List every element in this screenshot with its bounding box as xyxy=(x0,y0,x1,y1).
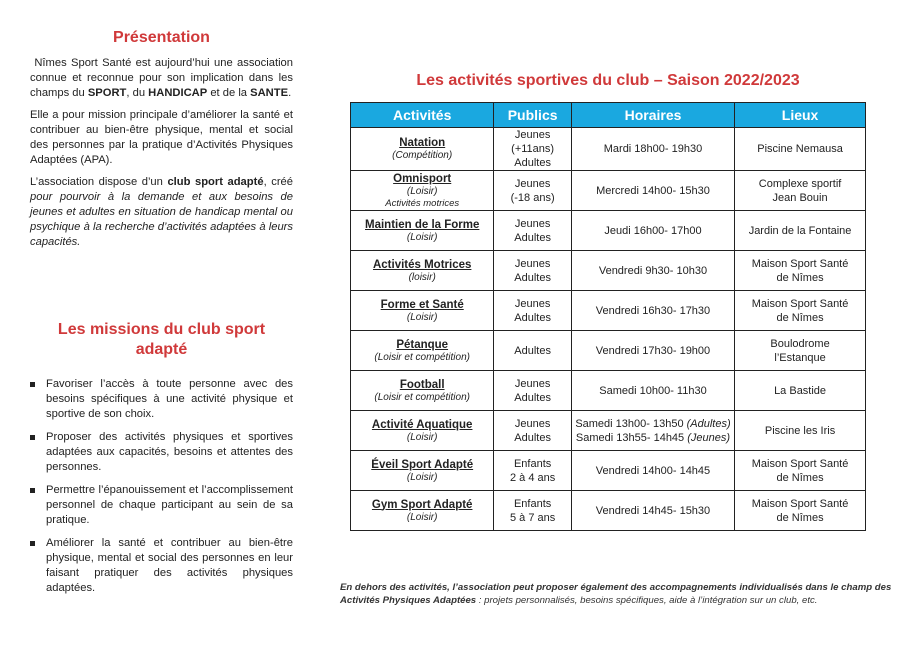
horaires-line: Vendredi 14h00- 14h45 xyxy=(595,464,711,477)
activity-name: Éveil Sport Adapté xyxy=(371,458,474,471)
activity-type: (Loisir et compétition) xyxy=(374,351,470,363)
presentation-paragraph-1: Nîmes Sport Santé est aujourd’hui une association connue et reconnue pour son implication dans les champs du SPORT, du HANDICAP et de la SANTE. xyxy=(30,57,293,99)
mission-text: Améliorer la santé et contribuer au bien-être physique, mental et social des personnes en leur faisant pratiquer des activités physiques adaptées. xyxy=(46,537,293,594)
public-line: Adultes xyxy=(514,391,551,404)
public-line: Jeunes xyxy=(514,257,551,270)
mission-item xyxy=(30,377,293,422)
activity-name: Football xyxy=(399,378,445,391)
activity-name: Omnisport xyxy=(393,173,452,185)
horaires-public-note: (Jeunes) xyxy=(687,431,731,444)
public-line: 5 à 7 ans xyxy=(509,511,556,524)
lieux-line: Maison Sport Santé xyxy=(751,297,849,310)
activity-cell xyxy=(351,411,494,451)
public-line: Adultes xyxy=(514,311,551,324)
table-row xyxy=(351,291,866,331)
activity-type: (Loisir) xyxy=(406,231,438,243)
horaires-cell xyxy=(571,251,734,291)
header-activites: Activités xyxy=(351,103,494,128)
bullet-icon xyxy=(30,488,35,493)
public-cell xyxy=(494,331,571,371)
table-row xyxy=(351,128,866,171)
horaires-public-note: (Adultes) xyxy=(686,417,731,430)
lieux-line: Piscine les Iris xyxy=(764,424,836,437)
lieux-line: l’Estanque xyxy=(774,351,826,364)
public-cell xyxy=(494,411,571,451)
activity-detail: Activités motrices xyxy=(385,198,460,209)
horaires-cell xyxy=(571,331,734,371)
lieux-cell xyxy=(735,171,866,211)
horaires-line: Mardi 18h00- 19h30 xyxy=(603,143,703,155)
activity-cell xyxy=(351,291,494,331)
bullet-icon xyxy=(30,382,35,387)
horaires-cell xyxy=(571,291,734,331)
table-row xyxy=(351,371,866,411)
bullet-icon xyxy=(30,435,35,440)
footer-note: En dehors des activités, l’association peut proposer également des accompagnements individualisés dans le champ des Activités Physiques Adaptées : projets personnalisés, besoins spécifiques, aide à l’intégration sur un club, etc. xyxy=(340,582,892,606)
lieux-cell xyxy=(735,411,866,451)
lieux-cell xyxy=(735,128,866,171)
lieux-cell xyxy=(735,491,866,531)
activity-name: Activités Motrices xyxy=(372,258,472,271)
mission-text: Favoriser l’accès à toute personne avec des besoins spécifiques à une activité physique et sportive de son choix. xyxy=(46,378,293,420)
public-line: Enfants xyxy=(513,497,552,510)
horaires-cell xyxy=(571,451,734,491)
activities-table-body xyxy=(351,128,866,531)
horaires-cell xyxy=(571,491,734,531)
public-line: Enfants xyxy=(513,457,552,470)
horaires-cell xyxy=(571,411,734,451)
presentation-paragraph-2: Elle a pour mission principale d’améliorer la santé et contribuer au bien-être physique, mental et social des personnes par la pratique d’Activités Physiques Adaptées (APA). xyxy=(30,109,293,166)
public-line: (-18 ans) xyxy=(510,191,555,204)
lieux-line: Maison Sport Santé xyxy=(751,257,849,270)
horaires-line: Vendredi 14h45- 15h30 xyxy=(595,504,711,517)
table-row xyxy=(351,411,866,451)
public-line: Jeunes xyxy=(514,129,551,141)
table-row xyxy=(351,211,866,251)
table-row xyxy=(351,171,866,211)
activity-type: (Compétition) xyxy=(392,150,453,161)
lieux-line: Piscine Nemausa xyxy=(757,143,843,155)
lieux-line: de Nîmes xyxy=(776,271,824,284)
public-cell xyxy=(494,451,571,491)
activity-cell xyxy=(351,491,494,531)
public-line: Adultes xyxy=(514,344,551,357)
activity-type: (Loisir) xyxy=(406,431,438,443)
presentation-paragraph-3: L’association dispose d’un club sport adapté, créé pour pourvoir à la demande et aux besoins de jeunes et adultes en situation de handicap mental ou psychique à la recherche d’activités adaptées à leurs capacités. xyxy=(30,176,294,248)
mission-item xyxy=(30,536,293,596)
lieux-line: Jardin de la Fontaine xyxy=(748,224,852,237)
public-line: Jeunes xyxy=(514,217,551,230)
activity-name: Pétanque xyxy=(396,338,449,351)
header-lieux: Lieux xyxy=(735,103,866,128)
activity-type: (Loisir) xyxy=(406,311,438,323)
lieux-line: Complexe sportif xyxy=(758,177,842,190)
horaires-line: Mercredi 14h00- 15h30 xyxy=(596,184,710,197)
horaires-line: Samedi 13h00- 13h50 (Adultes) xyxy=(575,417,731,430)
horaires-cell xyxy=(571,171,734,211)
lieux-line: de Nîmes xyxy=(776,311,824,324)
header-horaires: Horaires xyxy=(571,103,734,128)
activity-cell xyxy=(351,211,494,251)
missions-list xyxy=(30,377,293,604)
public-line: 2 à 4 ans xyxy=(509,471,556,484)
activity-name: Forme et Santé xyxy=(380,298,464,311)
table-row xyxy=(351,491,866,531)
activity-name: Gym Sport Adapté xyxy=(371,498,473,511)
header-publics: Publics xyxy=(494,103,571,128)
activity-type: (Loisir) xyxy=(406,471,438,483)
activity-type: (Loisir et compétition) xyxy=(374,391,470,403)
lieux-line: de Nîmes xyxy=(776,471,824,484)
horaires-line: Jeudi 16h00- 17h00 xyxy=(604,224,702,237)
public-cell xyxy=(494,251,571,291)
presentation-title: Présentation xyxy=(113,29,210,46)
mission-item xyxy=(30,483,293,528)
activity-type: (Loisir) xyxy=(406,511,438,523)
lieux-cell xyxy=(735,211,866,251)
lieux-cell xyxy=(735,451,866,491)
horaires-cell xyxy=(571,371,734,411)
public-cell xyxy=(494,128,571,171)
mission-text: Proposer des activités physiques et sportives adaptées aux capacités, besoins et attentes des personnes. xyxy=(46,431,293,473)
lieux-line: La Bastide xyxy=(774,384,827,397)
activities-title: Les activités sportives du club – Saison 2022/2023 xyxy=(416,72,800,89)
activity-name: Natation xyxy=(399,137,446,149)
table-row xyxy=(351,451,866,491)
lieux-cell xyxy=(735,291,866,331)
table-row xyxy=(351,331,866,371)
activity-type: (Loisir) xyxy=(406,186,438,197)
table-row xyxy=(351,251,866,291)
mission-text: Permettre l’épanouissement et l’accomplissement personnel de chaque participant au sein de sa pratique. xyxy=(46,484,293,526)
horaires-line: Samedi 10h00- 11h30 xyxy=(599,384,707,397)
lieux-line: Boulodrome xyxy=(770,337,830,350)
activity-cell xyxy=(351,171,494,211)
activities-table xyxy=(350,102,866,531)
lieux-cell xyxy=(735,331,866,371)
activity-cell xyxy=(351,371,494,411)
activity-name: Activité Aquatique xyxy=(371,418,473,431)
horaires-cell xyxy=(571,128,734,171)
lieux-line: de Nîmes xyxy=(776,511,824,524)
missions-title: Les missions du club sport adapté xyxy=(57,321,266,358)
public-cell xyxy=(494,171,571,211)
lieux-line: Jean Bouin xyxy=(772,191,828,204)
public-line: Adultes xyxy=(514,271,551,284)
horaires-line: Samedi 13h55- 14h45 (Jeunes) xyxy=(575,431,731,444)
presentation-section xyxy=(30,28,293,257)
public-line: Adultes xyxy=(514,157,551,169)
activity-name: Maintien de la Forme xyxy=(365,218,480,231)
activity-type: (loisir) xyxy=(408,271,436,283)
public-cell xyxy=(494,491,571,531)
activity-cell xyxy=(351,251,494,291)
public-cell xyxy=(494,291,571,331)
table-header-row xyxy=(351,103,866,128)
lieux-cell xyxy=(735,371,866,411)
public-line: (+11ans) xyxy=(511,143,555,155)
public-line: Adultes xyxy=(514,231,551,244)
lieux-line: Maison Sport Santé xyxy=(751,497,849,510)
public-cell xyxy=(494,211,571,251)
horaires-line: Vendredi 17h30- 19h00 xyxy=(595,344,711,357)
public-cell xyxy=(494,371,571,411)
bullet-icon xyxy=(30,541,35,546)
lieux-cell xyxy=(735,251,866,291)
public-line: Jeunes xyxy=(514,297,551,310)
public-line: Jeunes xyxy=(514,417,551,430)
activity-cell xyxy=(351,451,494,491)
lieux-line: Maison Sport Santé xyxy=(751,457,849,470)
horaires-cell xyxy=(571,211,734,251)
horaires-line: Vendredi 16h30- 17h30 xyxy=(595,304,711,317)
horaires-line: Vendredi 9h30- 10h30 xyxy=(598,264,708,277)
activity-cell xyxy=(351,128,494,171)
activity-cell xyxy=(351,331,494,371)
public-line: Adultes xyxy=(514,431,551,444)
mission-item xyxy=(30,430,293,475)
public-line: Jeunes xyxy=(514,177,551,190)
public-line: Jeunes xyxy=(514,377,551,390)
